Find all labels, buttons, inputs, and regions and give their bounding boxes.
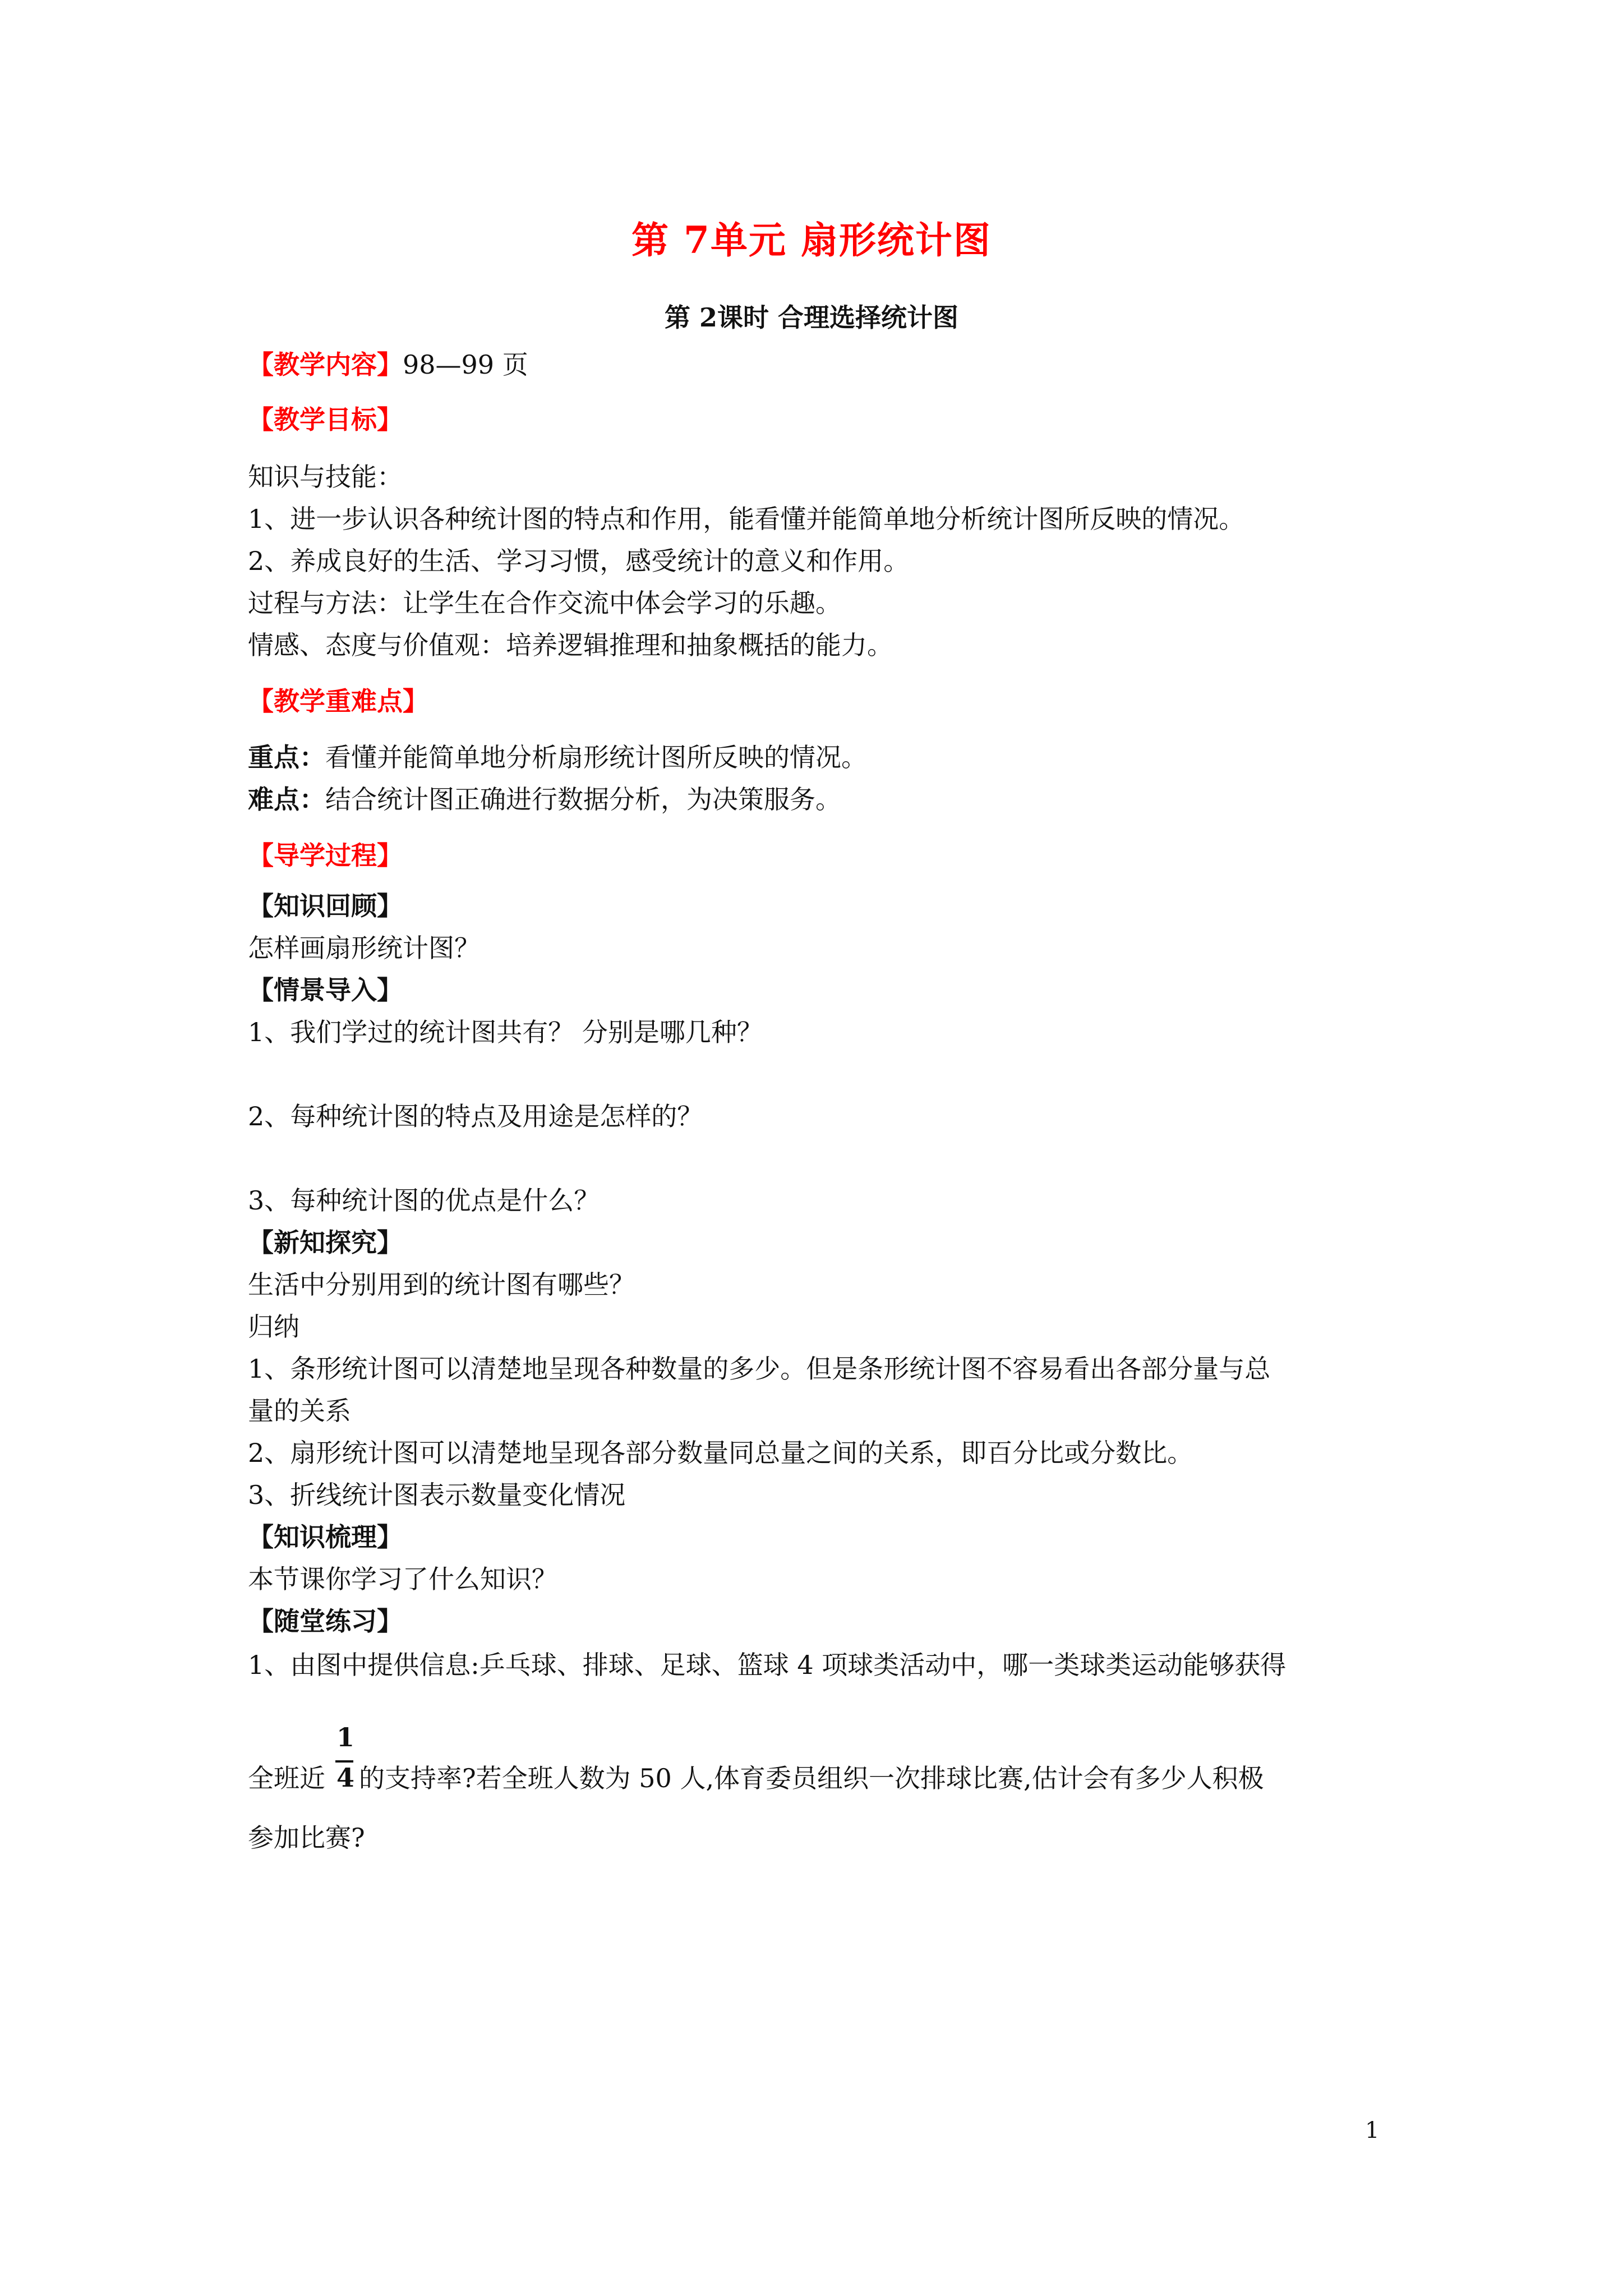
key-text: 看懂并能简单地分析扇形统计图所反映的情况。 bbox=[325, 742, 867, 772]
page-title: 第 7单元 扇形统计图 bbox=[631, 218, 992, 262]
explore-heading: 【新知探究】 bbox=[248, 1227, 403, 1258]
difficult-point-line bbox=[248, 784, 841, 815]
lesson-subtitle: 第 2课时 合理选择统计图 bbox=[664, 302, 959, 333]
difficult-label: 难点： bbox=[248, 784, 325, 815]
objective-line: 过程与方法：让学生在合作交流中体会学习的乐趣。 bbox=[248, 588, 841, 618]
practice-heading: 【随堂练习】 bbox=[248, 1606, 403, 1636]
summary-word: 归纳 bbox=[248, 1312, 299, 1342]
fraction-denominator: 4 bbox=[336, 1763, 355, 1793]
key-points-heading: 【教学重难点】 bbox=[248, 686, 428, 716]
review-heading: 【知识回顾】 bbox=[248, 891, 403, 921]
review-text: 怎样画扇形统计图？ bbox=[248, 933, 480, 963]
summary-line: 量的关系 bbox=[248, 1396, 351, 1426]
objective-line: 情感、态度与价值观：培养逻辑推理和抽象概括的能力。 bbox=[248, 630, 893, 660]
practice-line: 参加比赛? bbox=[248, 1823, 365, 1853]
practice-line: 1、由图中提供信息:乒乓球、排球、足球、篮球 4 项球类活动中，哪一类球类运动能够获得 bbox=[248, 1650, 1287, 1680]
summary-line: 3、折线统计图表示数量变化情况 bbox=[248, 1480, 626, 1510]
difficult-text: 结合统计图正确进行数据分析，为决策服务。 bbox=[325, 784, 841, 815]
objective-line: 知识与技能： bbox=[248, 462, 403, 492]
process-heading: 【导学过程】 bbox=[248, 840, 403, 871]
summary-line: 2、扇形统计图可以清楚地呈现各部分数量同总量之间的关系，即百分比或分数比。 bbox=[248, 1438, 1193, 1468]
content-label: 【教学内容】 bbox=[248, 349, 403, 380]
sort-text: 本节课你学习了什么知识？ bbox=[248, 1564, 557, 1594]
page-number: 1 bbox=[1365, 2118, 1380, 2143]
summary-line: 1、条形统计图可以清楚地呈现各种数量的多少。但是条形统计图不容易看出各部分量与总 bbox=[248, 1354, 1271, 1384]
intro-question-1: 1、我们学过的统计图共有？ 分别是哪几种？ bbox=[248, 1017, 763, 1047]
practice-line-post: 的支持率?若全班人数为 50 人,体育委员组织一次排球比赛,估计会有多少人积极 bbox=[359, 1763, 1264, 1793]
intro-heading: 【情景导入】 bbox=[248, 975, 403, 1005]
practice-line-pre: 全班近 bbox=[248, 1763, 325, 1793]
objective-line: 2、养成良好的生活、学习习惯，感受统计的意义和作用。 bbox=[248, 546, 910, 576]
key-point-line bbox=[248, 742, 867, 773]
content-line bbox=[248, 349, 528, 380]
content-value: 98—99 页 bbox=[403, 349, 528, 380]
explore-text: 生活中分别用到的统计图有哪些？ bbox=[248, 1269, 635, 1300]
intro-question-3: 3、每种统计图的优点是什么？ bbox=[248, 1185, 600, 1216]
objective-line: 1、进一步认识各种统计图的特点和作用，能看懂并能简单地分析统计图所反映的情况。 bbox=[248, 504, 1245, 534]
key-label: 重点： bbox=[248, 742, 325, 772]
sort-heading: 【知识梳理】 bbox=[248, 1522, 403, 1552]
fraction-numerator: 1 bbox=[336, 1722, 355, 1752]
intro-question-2: 2、每种统计图的特点及用途是怎样的？ bbox=[248, 1101, 703, 1131]
objectives-heading: 【教学目标】 bbox=[248, 404, 403, 435]
